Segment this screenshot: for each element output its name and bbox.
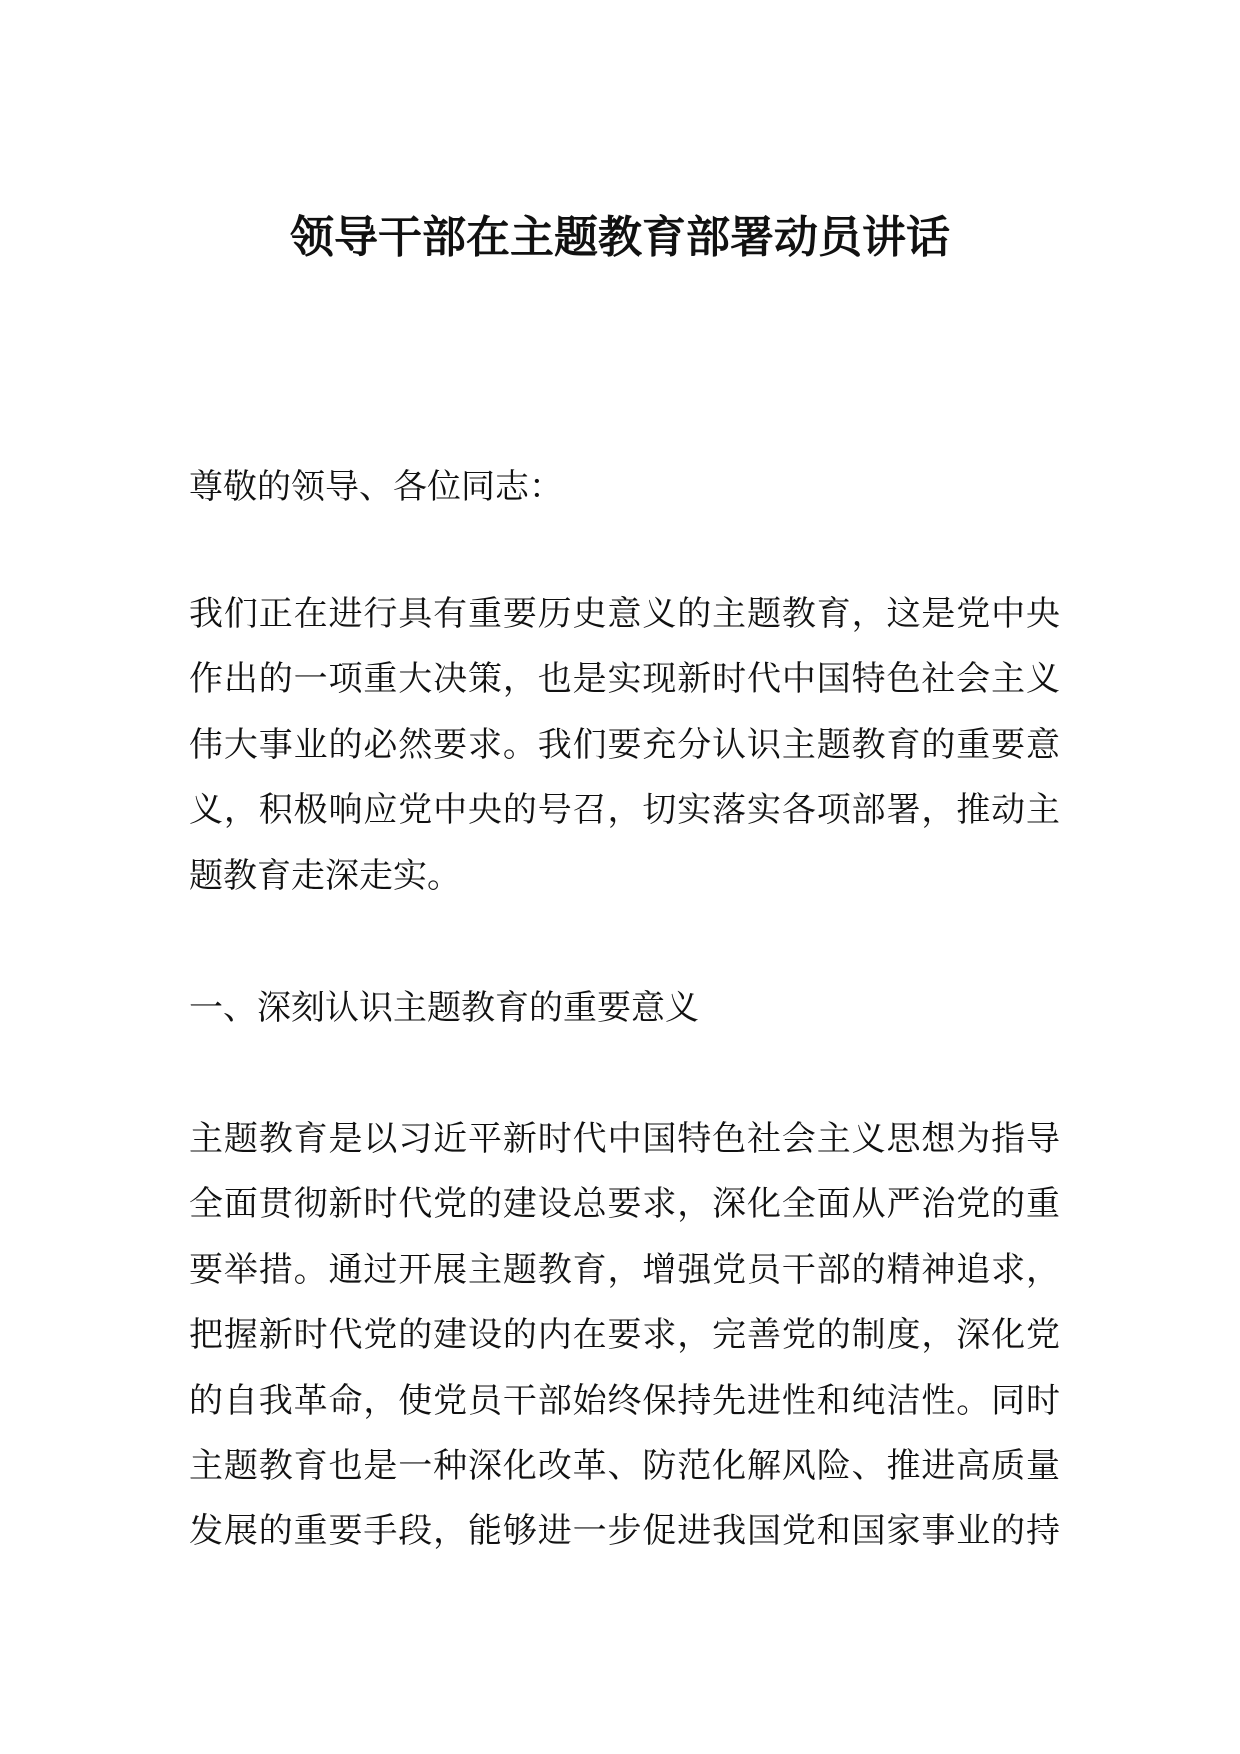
- paragraph-line: 作出的一项重大决策，也是实现新时代中国特色社会主义: [189, 659, 1060, 700]
- paragraph-significance: [189, 1107, 1060, 1565]
- paragraph-line: 义，积极响应党中央的号召，切实落实各项部署，推动主: [189, 790, 1060, 831]
- paragraph-line: 要举措。通过开展主题教育，增强党员干部的精神追求，: [189, 1249, 1060, 1290]
- paragraph-line: 的自我革命，使党员干部始终保持先进性和纯洁性。同时: [189, 1380, 1060, 1421]
- paragraph-line: 我们正在进行具有重要历史意义的主题教育，这是党中央: [189, 594, 1060, 634]
- section-heading-1: [189, 976, 1060, 1041]
- paragraph-line: 伟大事业的必然要求。我们要充分认识主题教育的重要意: [189, 724, 1060, 765]
- paragraph-line: 主题教育是以习近平新时代中国特色社会主义思想为指导: [189, 1119, 1060, 1159]
- paragraph-line: 全面贯彻新时代党的建设总要求，深化全面从严治党的重: [189, 1184, 1060, 1225]
- section-heading-text: 一、深刻认识主题教育的重要意义: [189, 988, 699, 1028]
- paragraph-intro: [189, 582, 1060, 909]
- document-title: 领导干部在主题教育部署动员讲话: [290, 212, 950, 263]
- paragraph-line: 发展的重要手段，能够进一步促进我国党和国家事业的持: [189, 1511, 1060, 1552]
- greeting: [189, 455, 1060, 520]
- paragraph-line: 把握新时代党的建设的内在要求，完善党的制度，深化党: [189, 1315, 1060, 1356]
- greeting-text: 尊敬的领导、各位同志：: [189, 467, 563, 507]
- paragraph-line: 主题教育也是一种深化改革、防范化解风险、推进高质量: [189, 1445, 1060, 1486]
- paragraph-line: 题教育走深走实。: [189, 855, 461, 896]
